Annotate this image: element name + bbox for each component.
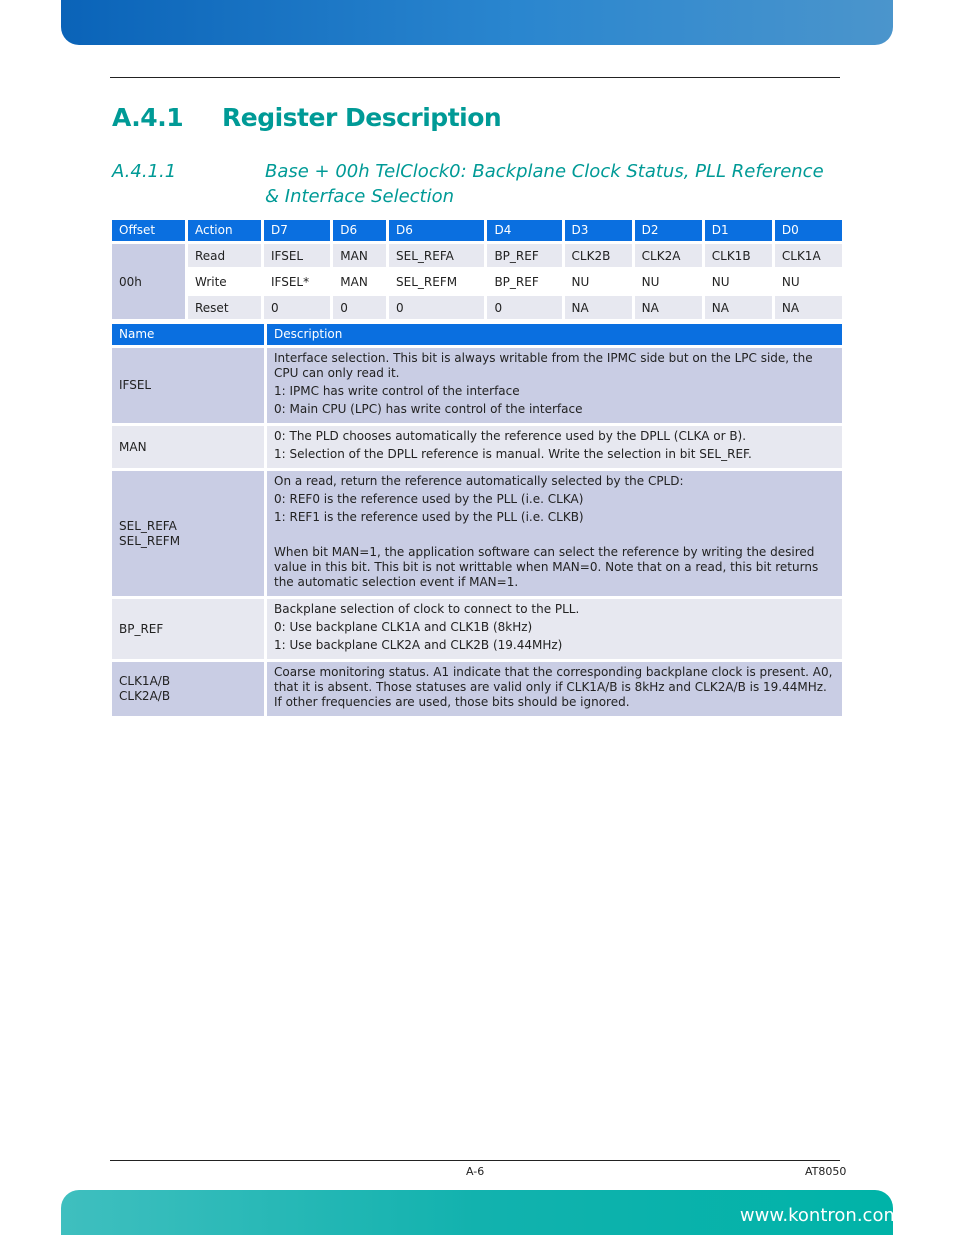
bit-cell: NU xyxy=(775,270,842,293)
bit-cell: NA xyxy=(565,296,632,319)
bit-cell: 0 xyxy=(487,296,561,319)
bit-cell: 0 xyxy=(333,296,386,319)
description-line: 1: IPMC has write control of the interface xyxy=(274,384,520,398)
bit-cell: CLK2A xyxy=(635,244,702,267)
description-cell xyxy=(267,471,842,596)
field-name: CLK2A/B xyxy=(119,689,171,703)
col-d3: D3 xyxy=(565,220,632,241)
description-line: 0: REF0 is the reference used by the PLL (i.e. CLKA) xyxy=(274,492,584,506)
register-table xyxy=(109,217,845,322)
description-line: 1: REF1 is the reference used by the PLL (i.e. CLKB) xyxy=(274,510,584,524)
field-name: CLK1A/B xyxy=(119,674,171,688)
section-title: Register Description xyxy=(222,103,502,132)
description-line: 0: Main CPU (LPC) has write control of the interface xyxy=(274,402,583,416)
footer-rule xyxy=(110,1160,840,1161)
description-table xyxy=(109,321,845,719)
field-name: IFSEL xyxy=(119,378,152,392)
col-description: Description xyxy=(267,324,842,345)
name-cell xyxy=(112,599,264,659)
description-cell xyxy=(267,662,842,716)
bit-cell: MAN xyxy=(333,244,386,267)
bit-cell: 0 xyxy=(389,296,484,319)
bit-cell: CLK1A xyxy=(775,244,842,267)
table-row xyxy=(112,244,842,267)
table-row xyxy=(112,270,842,293)
name-cell xyxy=(112,348,264,423)
top-banner xyxy=(61,0,893,45)
bit-cell: NA xyxy=(635,296,702,319)
bit-cell: SEL_REFA xyxy=(389,244,484,267)
bit-cell: CLK1B xyxy=(705,244,772,267)
action-cell: Reset xyxy=(188,296,261,319)
name-cell xyxy=(112,426,264,468)
col-d0: D0 xyxy=(775,220,842,241)
bit-cell: BP_REF xyxy=(487,244,561,267)
bit-cell: IFSEL* xyxy=(264,270,330,293)
field-name: SEL_REFM xyxy=(119,533,181,548)
table-row xyxy=(112,471,842,596)
action-cell: Write xyxy=(188,270,261,293)
offset-cell: 00h xyxy=(112,244,185,319)
table-row xyxy=(112,348,842,423)
col-d4: D4 xyxy=(487,220,561,241)
description-line: When bit MAN=1, the application software can select the reference by writing the desired value in this bit. This bit is not writtable when MAN=0. Note that on a read, this bit returns the automatic selection event if MAN=1. xyxy=(274,545,819,589)
table-row xyxy=(112,599,842,659)
bit-cell: NU xyxy=(635,270,702,293)
col-d7: D7 xyxy=(264,220,330,241)
description-cell xyxy=(267,348,842,423)
description-line: Interface selection. This bit is always writable from the IPMC side but on the LPC side, the CPU can only read it. xyxy=(274,351,813,380)
description-cell xyxy=(267,599,842,659)
bit-cell: NU xyxy=(565,270,632,293)
bit-cell: IFSEL xyxy=(264,244,330,267)
field-name: MAN xyxy=(119,439,147,454)
register-table-header xyxy=(112,220,842,241)
description-line: 0: The PLD chooses automatically the reference used by the DPLL (CLKA or B). xyxy=(274,429,747,443)
table-row xyxy=(112,426,842,468)
bit-cell: NU xyxy=(705,270,772,293)
description-line: On a read, return the reference automatically selected by the CPLD: xyxy=(274,474,684,488)
description-line: Coarse monitoring status. A1 indicate that the corresponding backplane clock is present. A0, that it is absent. Those statuses are valid only if CLK1A/B is 8kHz and CLK2A/B is 19.44MHz. If other frequencies are used, those bits should be ignored. xyxy=(274,665,833,709)
page-number: A-6 xyxy=(466,1165,485,1178)
bit-cell: SEL_REFM xyxy=(389,270,484,293)
bit-cell: NA xyxy=(775,296,842,319)
name-cell xyxy=(112,471,264,596)
bit-cell: NA xyxy=(705,296,772,319)
document-id: AT8050 xyxy=(805,1165,847,1178)
col-action: Action xyxy=(188,220,261,241)
description-line: 1: Selection of the DPLL reference is manual. Write the selection in bit SEL_REF. xyxy=(274,447,752,461)
col-d1: D1 xyxy=(705,220,772,241)
subsection-title: Base + 00h TelClock0: Backplane Clock Status, PLL Reference & Interface Selection xyxy=(265,161,824,207)
field-name: BP_REF xyxy=(119,621,164,636)
section-heading xyxy=(112,103,501,132)
table-row xyxy=(112,296,842,319)
subsection-number: A.4.1.1 xyxy=(112,161,177,182)
col-d2: D2 xyxy=(635,220,702,241)
col-offset: Offset xyxy=(112,220,185,241)
action-cell: Read xyxy=(188,244,261,267)
description-cell xyxy=(267,426,842,468)
bit-cell: BP_REF xyxy=(487,270,561,293)
col-d6: D6 xyxy=(333,220,386,241)
header-rule xyxy=(110,77,840,78)
bit-cell: MAN xyxy=(333,270,386,293)
section-number: A.4.1 xyxy=(112,103,184,132)
website-link[interactable]: www.kontron.com xyxy=(739,1205,901,1226)
col-name: Name xyxy=(112,324,264,345)
bit-cell: CLK2B xyxy=(565,244,632,267)
name-cell xyxy=(112,662,264,716)
description-line: 1: Use backplane CLK2A and CLK2B (19.44MHz) xyxy=(274,638,563,652)
description-table-header xyxy=(112,324,842,345)
table-row xyxy=(112,662,842,716)
field-name: SEL_REFA xyxy=(119,518,177,533)
description-line: 0: Use backplane CLK1A and CLK1B (8kHz) xyxy=(274,620,533,634)
description-line: Backplane selection of clock to connect to the PLL. xyxy=(274,602,580,616)
col-d6b: D6 xyxy=(389,220,484,241)
bit-cell: 0 xyxy=(264,296,330,319)
